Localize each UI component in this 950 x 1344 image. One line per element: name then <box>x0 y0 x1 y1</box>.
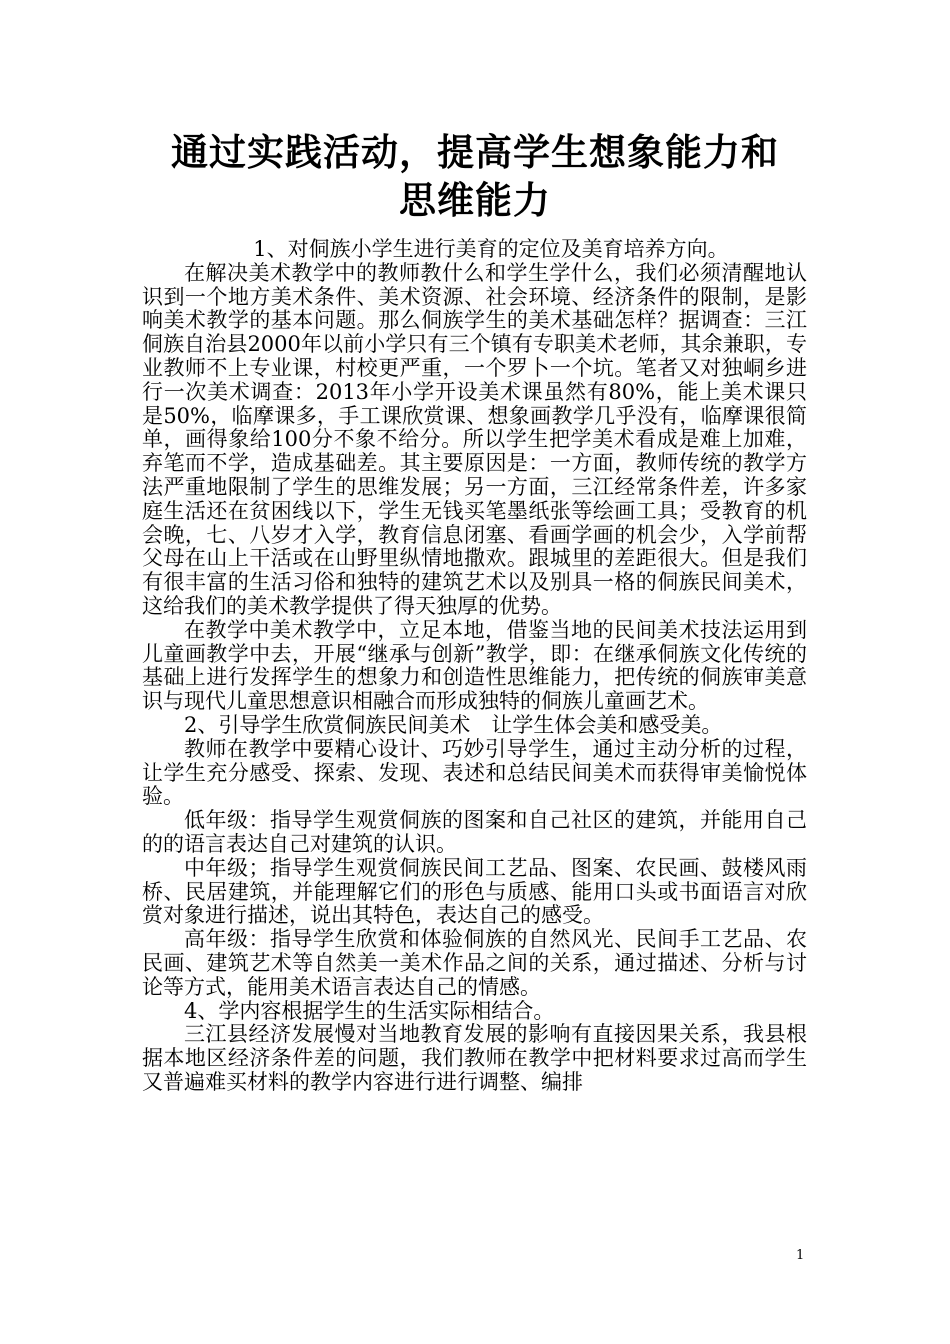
paragraph: 在解决美术教学中的教师教什么和学生学什么，我们必须清醒地认识到一个地方美术条件、美术资源、社会环境、经济条件的限制，是影响美术教学的基本问题。那么侗族学生的美术基础怎样？据调查：三江侗族自治县2000年以前小学只有三个镇有专职美术老师，其余兼职，专业教师不上专业课，村校更严重，一个罗卜一个坑。笔者又对独峒乡进行一次美术调查：2013年小学开设美术课虽然有80%，能上美术课只是50%，临摩课多，手工课欣赏课、想象画教学几乎没有，临摩课很简单，画得象给100分不象不给分。所以学生把学美术看成是难上加难，弃笔而不学，造成基础差。其主要原因是：一方面，教师传统的教学方法严重地限制了学生的思维发展；另一方面，三江经常条件差，许多家庭生活还在贫困线以下，学生无钱买笔墨纸张等绘画工具；受教育的机会晚，七、八岁才入学，教育信息闭塞、看画学画的机会少，入学前帮父母在山上干活或在山野里纵情地撒欢。跟城里的差距很大。但是我们有很丰富的生活习俗和独特的建筑艺术以及别具一格的侗族民间美术，这给我们的美术教学提供了得天独厚的优势。 <box>142 260 807 618</box>
paragraph: 教师在教学中要精心设计、巧妙引导学生，通过主动分析的过程，让学生充分感受、探索、发现、表述和总结民间美术而获得审美愉悦体验。 <box>142 736 807 809</box>
paragraph: 高年级：指导学生欣赏和体验侗族的自然风光、民间手工艺品、农民画、建筑艺术等自然美一美术作品之间的关系，通过描述、分析与讨论等方式，能用美术语言表达自己的情感。 <box>142 927 807 999</box>
page-number: 1 <box>796 1248 805 1263</box>
paragraph: 中年级；指导学生观赏侗族民间工艺品、图案、农民画、鼓楼风雨桥、民居建筑，并能理解它们的形色与质感、能用口头或书面语言对欣赏对象进行描述，说出其特色，表达自己的感受。 <box>142 855 807 928</box>
paragraph: 低年级：指导学生观赏侗族的图案和自己社区的建筑，并能用自己的的语言表达自己对建筑的认识。 <box>142 808 807 856</box>
title-line-2: 思维能力 <box>399 178 551 222</box>
section-heading-2: 2、引导学生欣赏侗族民间美术 让学生体会美和感受美。 <box>184 712 723 737</box>
paragraph: 在教学中美术教学中，立足本地，借鉴当地的民间美术技法运用到儿童画教学中去，开展“继承与创新”教学，即：在继承侗族文化传统的基础上进行发挥学生的想象力和创造性思维能力，把传统的侗族审美意识与现代儿童思想意识相融合而形成独特的侗族儿童画艺术。 <box>142 617 807 714</box>
section-heading-4: 4、学内容根据学生的生活实际相结合。 <box>184 998 555 1023</box>
paragraph: 三江县经济发展慢对当地教育发展的影响有直接因果关系，我县根据本地区经济条件差的问题，我们教师在教学中把材料要求过高而学生又普遍难买材料的教学内容进行进行调整、编排 <box>142 1022 807 1094</box>
document-body <box>142 238 807 1095</box>
section-heading-1: 1、对侗族小学生进行美育的定位及美育培养方向。 <box>253 237 729 261</box>
title-line-1: 通过实践活动，提高学生想象能力和 <box>171 130 779 174</box>
page-title <box>100 128 850 224</box>
